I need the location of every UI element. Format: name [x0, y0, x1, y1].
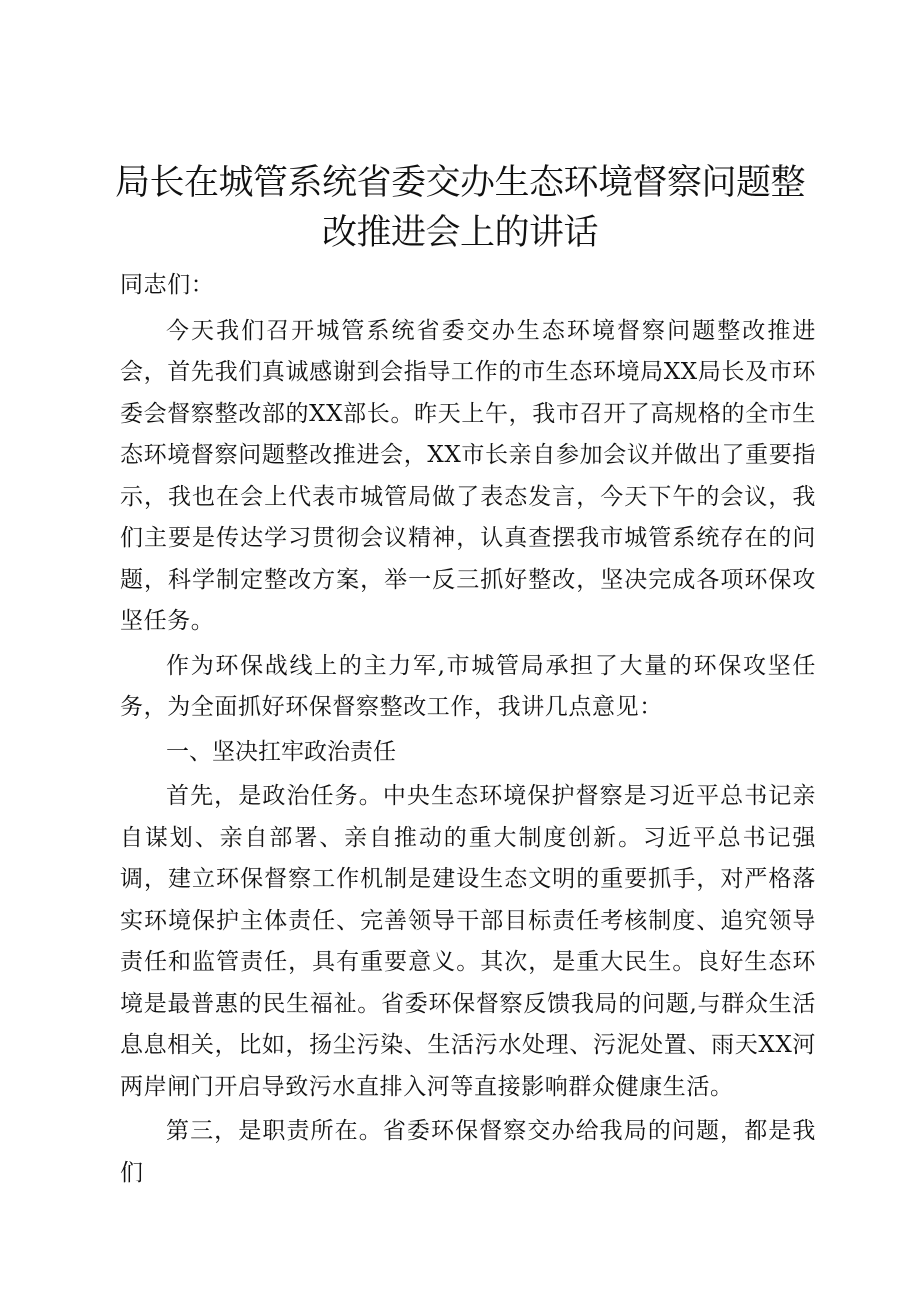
paragraph-intro-points: 作为环保战线上的主力军,市城管局承担了大量的环保攻坚任务，为全面抓好环保督察整改工作，我讲几点意见：	[120, 652, 816, 720]
document-title	[100, 158, 820, 258]
title-line-1: 局长在城管系统省委交办生态环境督察问题整	[114, 163, 805, 203]
paragraph-duty: 第三，是职责所在。省委环保督察交办给我局的问题，都是我们	[120, 1118, 816, 1186]
paragraph-political-task: 首先，是政治任务。中央生态环境保护督察是习近平总书记亲自谋划、亲自部署、亲自推动的重大制度创新。习近平总书记强调，建立环保督察工作机制是建设生态文明的重要抓手，对严格落实环境保护主体责任、完善领导干部目标责任考核制度、追究领导责任和监管责任，具有重要意义。其次，是重大民生。良好生态环境是最普惠的民生福祉。省委环保督察反馈我局的问题,与群众生活息息相关，比如，扬尘污染、生活污水处理、污泥处置、雨天XX河两岸闸门开启导致污水直排入河等直接影响群众健康生活。	[120, 783, 816, 1100]
document-body	[120, 265, 816, 1197]
title-line-2: 改推进会上的讲话	[321, 213, 598, 253]
greeting: 同志们：	[120, 272, 215, 298]
section-heading: 一、坚决扛牢政治责任	[166, 738, 396, 765]
paragraph-opening: 今天我们召开城管系统省委交办生态环境督察问题整改推进会，首先我们真诚感谢到会指导工作的市生态环境局XX局长及市环委会督察整改部的XX部长。昨天上午，我市召开了高规格的全市生态环境督察问题整改推进会，XX市长亲自参加会议并做出了重要指示，我也在会上代表市城管局做了表态发言，今天下午的会议，我们主要是传达学习贯彻会议精神，认真查摆我市城管系统存在的问题，科学制定整改方案，举一反三抓好整改，坚决完成各项环保攻坚任务。	[120, 317, 816, 634]
